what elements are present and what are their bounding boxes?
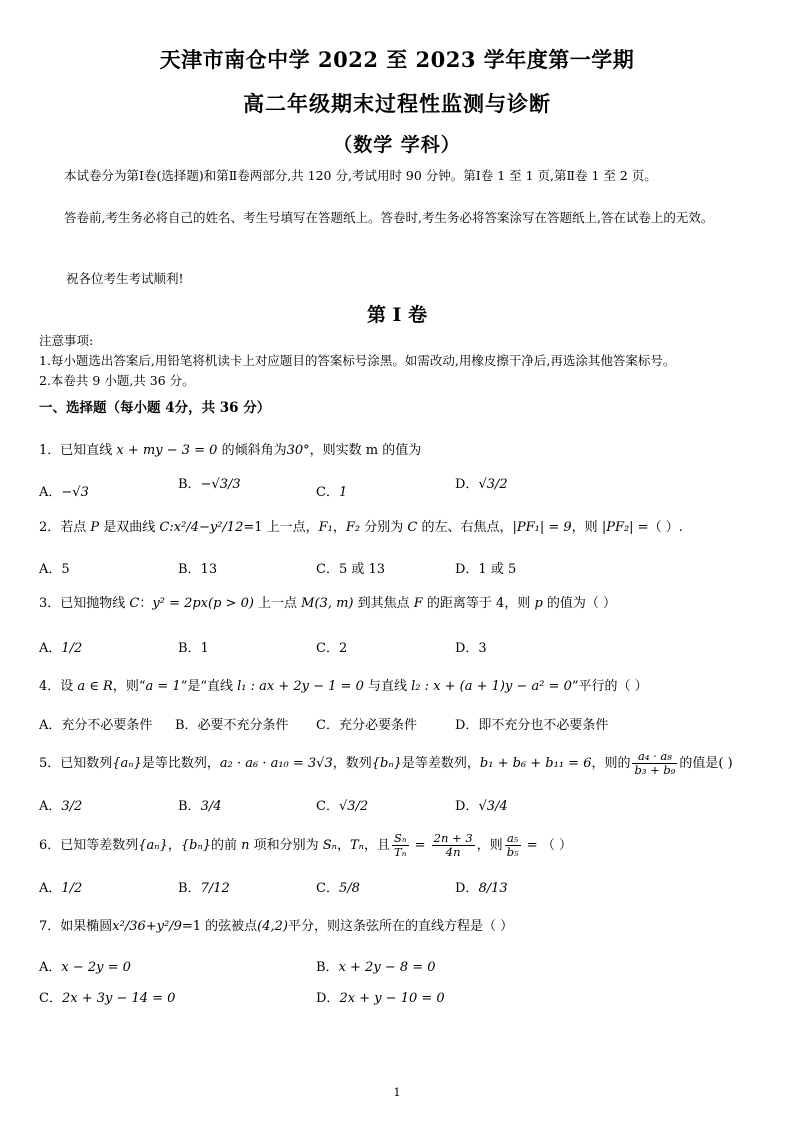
- q6-target-fraction: [505, 832, 521, 859]
- q3-focus: F: [413, 596, 423, 611]
- q2-point: P: [90, 520, 100, 535]
- q1-option-d[interactable]: [455, 473, 508, 492]
- q6-target-denominator: b₅: [506, 845, 519, 859]
- q3-option-c[interactable]: C．2: [316, 641, 348, 656]
- q1-option-a-value: −√3: [61, 485, 89, 500]
- q7-option-c-value: 2x + 3y − 14 = 0: [61, 991, 176, 1006]
- q1-text-2: 的倾斜角为: [217, 443, 287, 458]
- q6-comma: ，: [167, 838, 181, 853]
- q7-text: 7．如果椭圆: [39, 919, 113, 934]
- q5-option-b-label: B．: [178, 799, 201, 814]
- q1-option-a-label: A．: [39, 485, 62, 500]
- exam-school-title: 天津市南仓中学 2022 至 2023 学年度第一学期: [159, 47, 635, 72]
- q3-text: 3．已知抛物线: [39, 596, 130, 611]
- q7-option-a-label: A．: [39, 960, 62, 975]
- note-2: 2.本卷共 9 小题,共 36 分。: [39, 373, 195, 388]
- page-number: 1: [393, 1086, 401, 1099]
- q5-sum: b₁ + b₆ + b₁₁ = 6: [479, 756, 592, 771]
- q3-curve-name: C: [129, 596, 140, 611]
- q5-seq-b: {bₙ}: [371, 756, 402, 771]
- q6-t: Tₙ: [349, 838, 364, 853]
- q4-option-c[interactable]: C．充分必要条件: [316, 718, 417, 733]
- q2-minus: −: [198, 520, 210, 535]
- q2-focus-2: F₂: [345, 520, 361, 535]
- q4-line-1: l₁ : ax + 2y − 1 = 0: [237, 679, 364, 694]
- q5-option-d[interactable]: [455, 795, 508, 814]
- q2-fraction-y: y²/12: [209, 520, 244, 535]
- question-5: [39, 750, 733, 777]
- q2-text: 2．若点: [39, 520, 91, 535]
- q2-option-d[interactable]: D．1 或 5: [455, 562, 517, 577]
- q1-option-a[interactable]: [39, 481, 89, 500]
- q1-text: 1．已知直线: [39, 443, 117, 458]
- q6-text-4: ，且: [363, 838, 390, 853]
- q4-option-d[interactable]: D．即不充分也不必要条件: [455, 718, 609, 733]
- q6-option-d-value: 8/13: [478, 881, 508, 896]
- q4-text-5: ”平行的（ ）: [571, 679, 648, 694]
- q2-focus-1: F₁: [318, 520, 333, 535]
- q2-curve-name-2: C: [407, 520, 418, 535]
- q2-text-2: 是双曲线: [99, 520, 160, 535]
- part-title: 一、选择题（每小题 4分，共 36 分）: [39, 400, 271, 416]
- question-7: [39, 917, 513, 937]
- q6-ratio-fraction: [392, 832, 409, 859]
- q7-option-c[interactable]: [39, 987, 175, 1006]
- q7-point: (4,2): [257, 919, 288, 934]
- q2-text-5: 的左、右焦点，: [417, 520, 513, 535]
- question-4: [39, 677, 648, 697]
- q7-option-d-label: D．: [316, 991, 340, 1006]
- q7-text-3: 平分，则这条弦所在的直线方程是（ ）: [288, 919, 514, 934]
- q6-n: n: [241, 838, 250, 853]
- q5-text-5: ，则的: [591, 756, 631, 771]
- q7-option-d-value: 2x + y − 10 = 0: [339, 991, 445, 1006]
- q3-option-a[interactable]: [39, 637, 82, 656]
- q2-text-7: （ ）.: [648, 520, 683, 535]
- q6-option-c[interactable]: [316, 877, 360, 896]
- q6-option-b-value: 7/12: [200, 881, 230, 896]
- q7-fraction-y: y²/9: [156, 919, 182, 934]
- q3-equation: y² = 2px(p > 0): [152, 596, 254, 611]
- q3-point: M(3, m): [301, 596, 354, 611]
- q6-option-c-label: C．: [316, 881, 339, 896]
- q1-option-b[interactable]: [178, 473, 241, 492]
- q6-value-numerator: 2n + 3: [433, 831, 473, 845]
- q4-text-2: ，则“: [112, 679, 146, 694]
- q1-option-b-value: −√3/3: [200, 477, 241, 492]
- q5-target-denominator: b₃ + b₉: [634, 763, 676, 777]
- q1-equation: x + my − 3 = 0: [116, 443, 218, 458]
- q5-option-b[interactable]: [178, 795, 221, 814]
- q5-option-c-value: √3/2: [338, 799, 369, 814]
- question-1: [39, 441, 421, 461]
- q5-option-a-value: 3/2: [61, 799, 83, 814]
- q1-angle: 30°: [286, 443, 310, 458]
- q3-option-a-value: 1/2: [61, 641, 83, 656]
- q6-option-c-value: 5/8: [338, 881, 360, 896]
- q2-curve-name: C: [159, 520, 170, 535]
- q5-text-4: 是等差数列，: [401, 756, 480, 771]
- q1-option-d-value: √3/2: [478, 477, 508, 492]
- question-6: [39, 832, 572, 859]
- q2-target: |PF₂| =: [601, 520, 649, 535]
- q6-ratio-denominator: Tₙ: [394, 845, 407, 859]
- q6-s: Sₙ: [322, 838, 337, 853]
- q6-target-numerator: a₅: [505, 832, 521, 846]
- q4-option-a[interactable]: A．充分不必要条件: [39, 718, 153, 733]
- q6-equals: =: [410, 838, 430, 853]
- section-title: 第 Ⅰ 卷: [366, 304, 428, 326]
- exam-subject: （数学 学科）: [333, 134, 461, 156]
- q7-option-a-value: x − 2y = 0: [61, 960, 131, 975]
- q5-seq-a: {aₙ}: [112, 756, 142, 771]
- q6-option-b[interactable]: [178, 877, 230, 896]
- q2-fraction-x: x²/4: [173, 520, 199, 535]
- q2-option-a[interactable]: A．5: [39, 562, 70, 577]
- q6-seq-b: {bₙ}: [180, 838, 211, 853]
- q4-text-3: ”是“直线: [180, 679, 238, 694]
- question-3: [39, 594, 616, 614]
- q4-domain: a ∈ R: [77, 679, 113, 694]
- q5-target-fraction: [632, 750, 677, 777]
- q3-param: p: [534, 596, 543, 611]
- exam-title: 高二年级期末过程性监测与诊断: [243, 91, 551, 116]
- q1-option-c-label: C．: [316, 485, 339, 500]
- q7-option-c-label: C．: [39, 991, 62, 1006]
- q6-text-3: 项和分别为: [249, 838, 323, 853]
- question-2: [39, 518, 683, 538]
- q1-option-c-value: 1: [338, 485, 348, 500]
- q5-option-c-label: C．: [316, 799, 339, 814]
- notes-title: 注意事项:: [39, 333, 94, 348]
- q1-text-3: ，则实数 m 的值为: [309, 443, 422, 458]
- q3-text-2: 上一点: [253, 596, 302, 611]
- q6-text-6: = （ ）: [522, 838, 572, 853]
- q7-option-b-label: B．: [316, 960, 339, 975]
- q2-colon: :: [169, 520, 174, 535]
- q6-option-a-label: A．: [39, 881, 62, 896]
- q6-option-b-label: B．: [178, 881, 201, 896]
- q6-value-fraction: [432, 832, 475, 859]
- q4-text-4: 与直线: [363, 679, 412, 694]
- q3-text-3: 到其焦点: [353, 596, 414, 611]
- q5-product: a₂ · a₆ · a₁₀ = 3√3: [219, 756, 333, 771]
- q6-text-2: 的前: [211, 838, 242, 853]
- q3-option-b[interactable]: B．1: [178, 641, 209, 656]
- q3-text-5: 的值为（ ）: [542, 596, 617, 611]
- q7-option-b[interactable]: [316, 956, 436, 975]
- q5-option-b-value: 3/4: [200, 799, 222, 814]
- q7-fraction-x: x²/36: [112, 919, 146, 934]
- q6-option-d-label: D．: [455, 881, 479, 896]
- q2-comma: ，: [332, 520, 346, 535]
- q4-condition: a = 1: [145, 679, 181, 694]
- intro-paragraph-1: 本试卷分为第Ⅰ卷(选择题)和第Ⅱ卷两部分,共 120 分,考试用时 90 分钟。第Ⅰ卷 1 至 1 页,第Ⅱ卷 1 至 2 页。: [64, 168, 657, 183]
- q1-option-c[interactable]: [316, 481, 347, 500]
- intro-paragraph-2: 答卷前,考生务必将自己的姓名、考生号填写在答题纸上。答卷时,考生务必将答案涂写在答题纸上,答在试卷上的无效。: [64, 210, 714, 225]
- q4-text: 4．设: [39, 679, 78, 694]
- intro-wish: 祝各位考生考试顺利!: [66, 271, 184, 286]
- q6-option-a[interactable]: [39, 877, 82, 896]
- q6-text-5: ，则: [476, 838, 503, 853]
- q5-option-a-label: A．: [39, 799, 62, 814]
- note-1: 1.每小题选出答案后,用铅笔将机读卡上对应题目的答案标号涂黑。如需改动,用橡皮擦干净后,再选涂其他答案标号。: [39, 353, 676, 368]
- q3-option-a-label: A．: [39, 641, 62, 656]
- q5-option-d-label: D．: [455, 799, 479, 814]
- q6-comma-2: ，: [336, 838, 350, 853]
- q6-value-denominator: 4n: [445, 845, 461, 859]
- q6-ratio-numerator: Sₙ: [393, 831, 407, 845]
- q5-text-2: 是等比数列，: [141, 756, 220, 771]
- q7-option-a[interactable]: [39, 956, 131, 975]
- q2-option-b[interactable]: B．13: [178, 562, 218, 577]
- q5-target-numerator: a₄ · a₈: [632, 750, 677, 764]
- q2-text-6: ，则: [571, 520, 602, 535]
- q7-option-b-value: x + 2y − 8 = 0: [338, 960, 436, 975]
- q5-text: 5．已知数列: [39, 756, 113, 771]
- q6-seq-a: {aₙ}: [138, 838, 168, 853]
- q6-text: 6．已知等差数列: [39, 838, 139, 853]
- q5-text-6: 的值是( ): [679, 756, 733, 771]
- q7-option-d[interactable]: [316, 987, 445, 1006]
- q6-option-a-value: 1/2: [61, 881, 83, 896]
- q3-colon: ：: [139, 596, 153, 611]
- q2-text-3: =1 上一点，: [243, 520, 319, 535]
- q7-text-2: =1 的弦被点: [181, 919, 258, 934]
- q2-condition: |PF₁| = 9: [512, 520, 572, 535]
- q4-option-b[interactable]: B．必要不充分条件: [175, 718, 289, 733]
- q3-option-d[interactable]: D．3: [455, 641, 487, 656]
- q2-option-c[interactable]: C．5 或 13: [316, 562, 386, 577]
- q1-option-b-label: B．: [178, 477, 201, 492]
- q4-line-2: l₂ : x + (a + 1)y − a² = 0: [411, 679, 572, 694]
- q5-option-d-value: √3/4: [478, 799, 508, 814]
- q6-option-d[interactable]: [455, 877, 508, 896]
- q5-option-c[interactable]: [316, 795, 368, 814]
- q1-option-d-label: D．: [455, 477, 479, 492]
- q5-text-3: ，数列: [332, 756, 372, 771]
- q7-plus: +: [145, 919, 157, 934]
- q3-text-4: 的距离等于 4，则: [422, 596, 535, 611]
- q5-option-a[interactable]: [39, 795, 82, 814]
- q2-text-4: 分别为: [360, 520, 408, 535]
